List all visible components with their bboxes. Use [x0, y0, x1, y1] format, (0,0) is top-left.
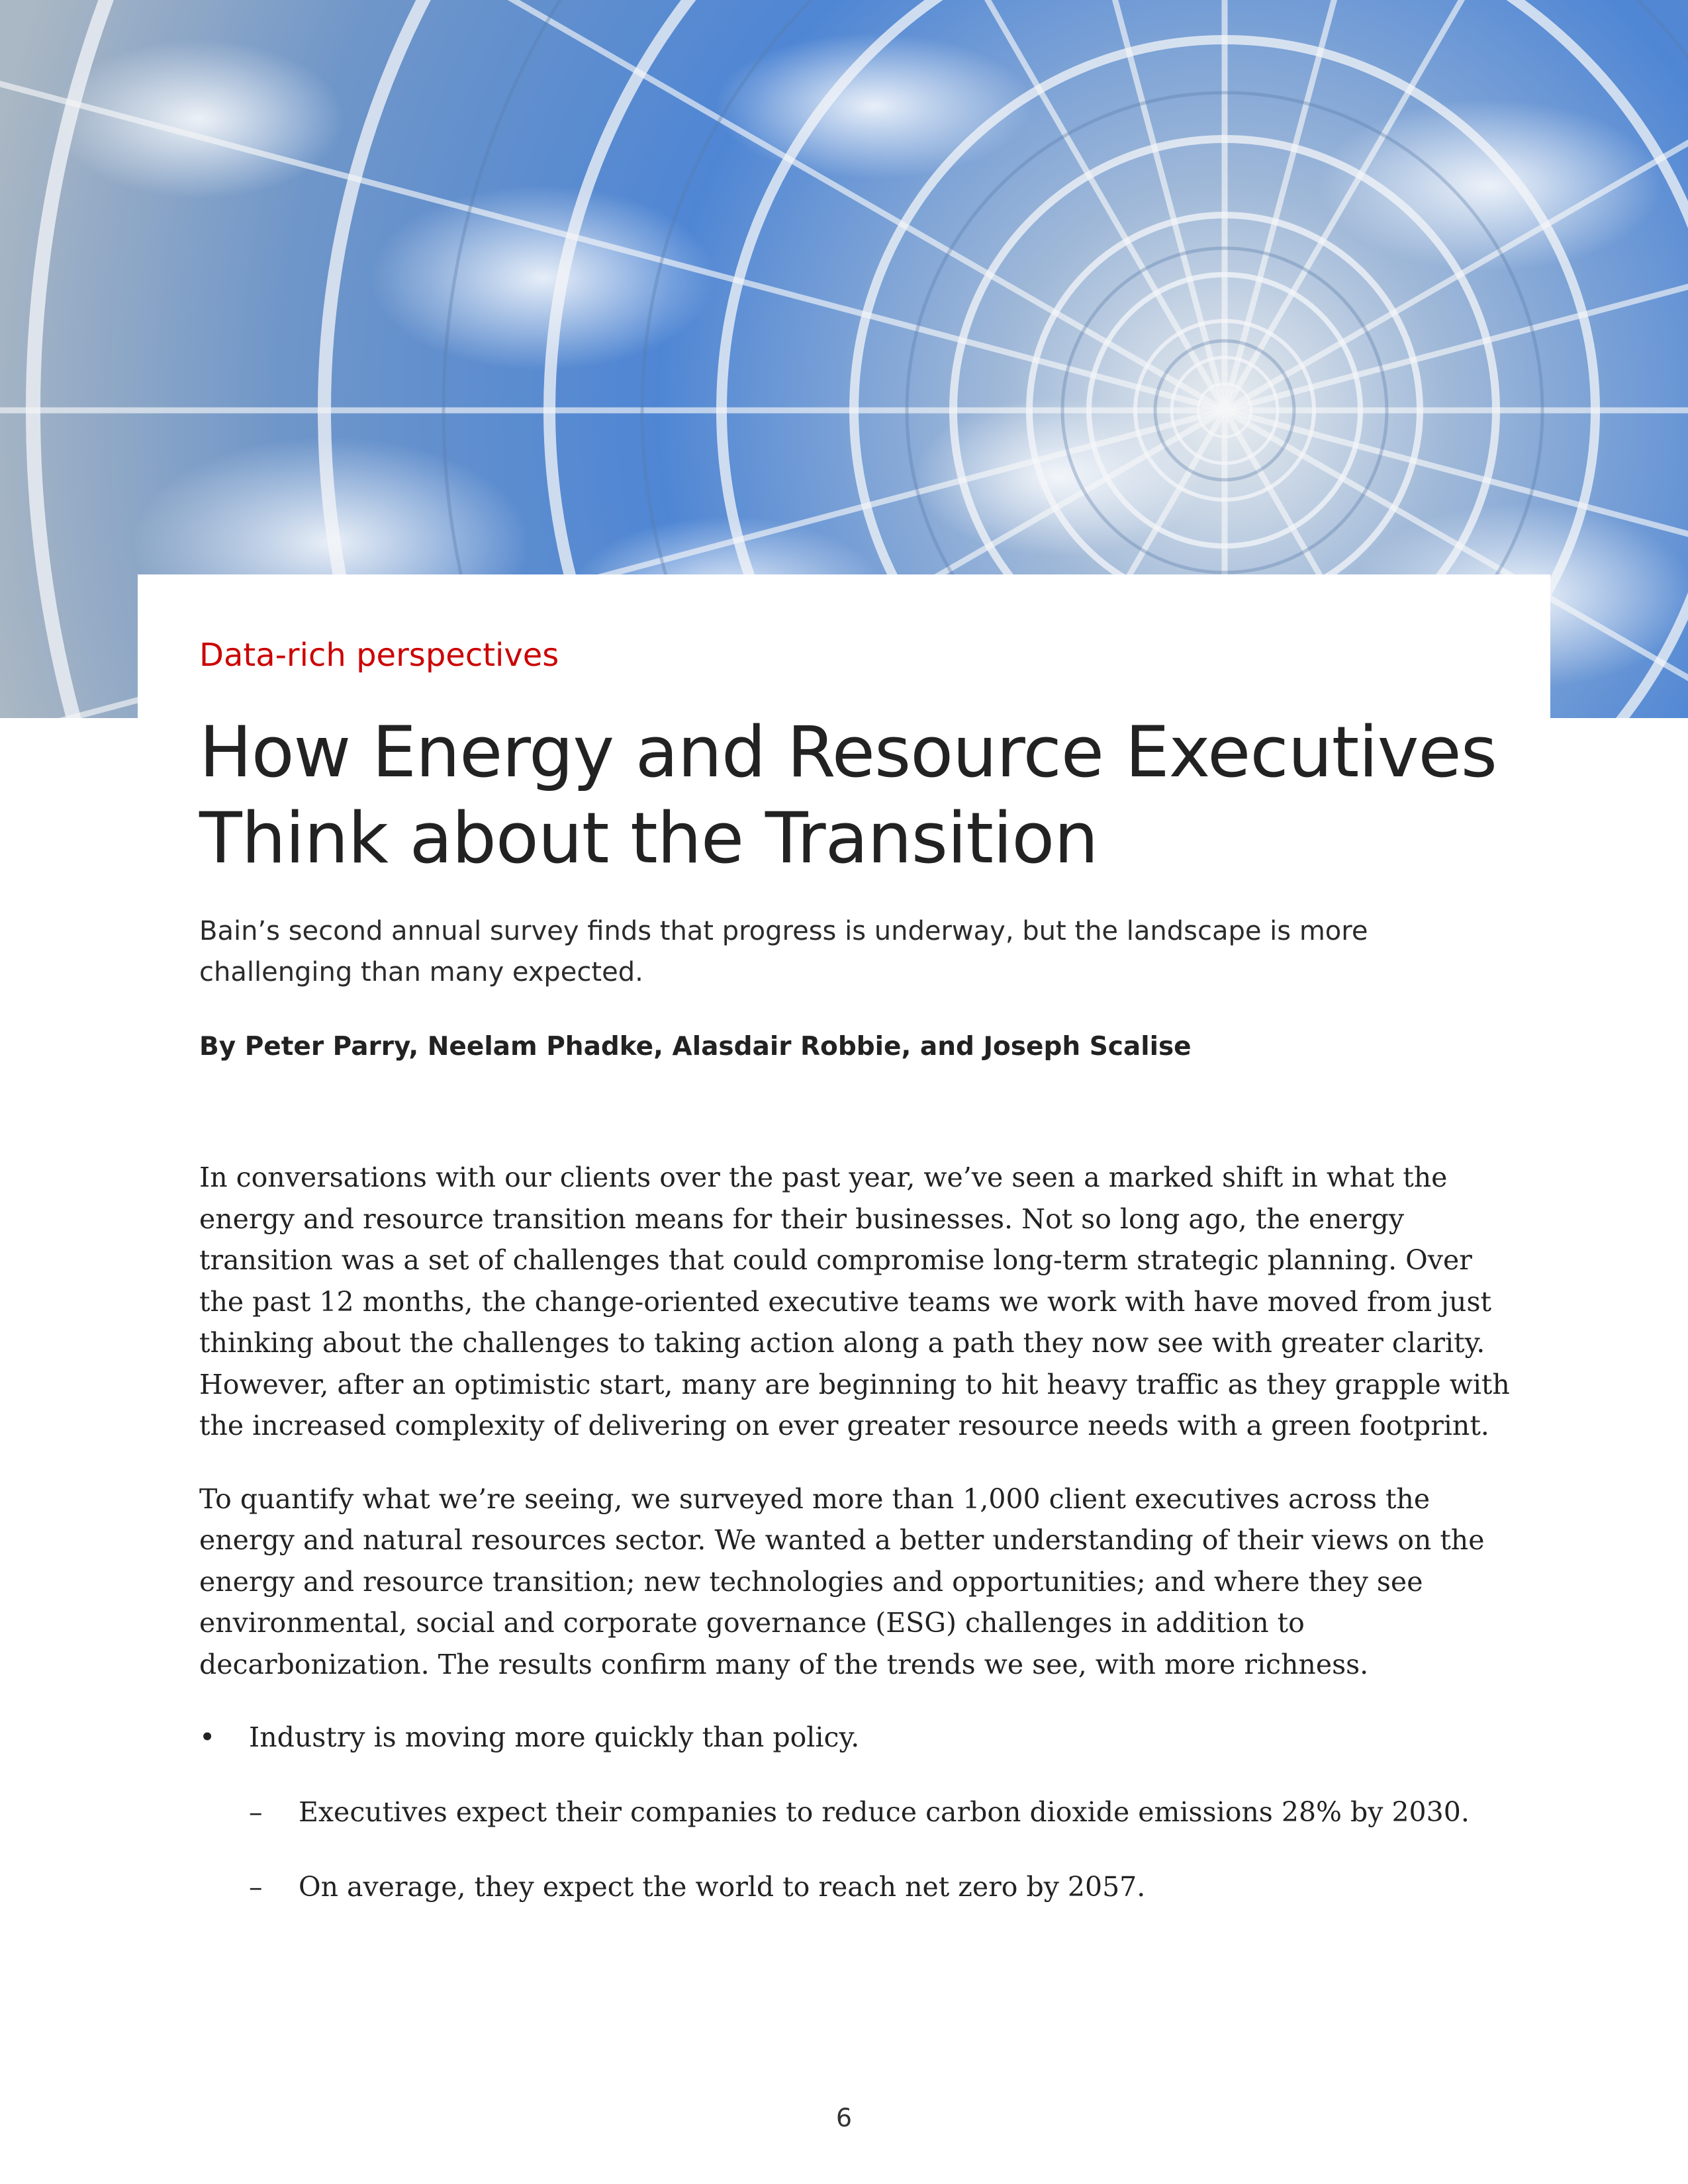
article-title: How Energy and Resource Executives Think about the Transition — [199, 711, 1497, 879]
bullet-list — [199, 1717, 1517, 1907]
page-number: 6 — [835, 2103, 853, 2132]
list-item-text: On average, they expect the world to reach net zero by 2057. — [299, 1871, 1146, 1903]
body-paragraph: In conversations with our clients over the past year, we’ve seen a marked shift in what the energy and resource transition means for their businesses. Not so long ago, the energy transition was a set of challenges that could compromise long-term strategic planning. Over the past 12 months, the change-oriented executive teams we work with have moved from just thinking about the challenges to taking action along a path they now see with greater clarity. However, after an optimistic start, many are beginning to hit heavy traffic as they grapple with the increased complexity of delivering on ever greater resource needs with a green footprint. — [199, 1161, 1510, 1441]
dash-marker: – — [249, 1796, 263, 1828]
article-body — [199, 1157, 1517, 1941]
article-dek: Bain’s second annual survey finds that progress is underway, but the landscape is more challenging than many expected. — [199, 916, 1368, 987]
section-kicker: Data-rich perspectives — [199, 637, 559, 674]
dash-marker: – — [249, 1871, 263, 1903]
list-item-text: Industry is moving more quickly than policy. — [249, 1721, 860, 1753]
bullet-marker: • — [199, 1721, 216, 1753]
body-paragraph: To quantify what we’re seeing, we surveyed more than 1,000 client executives across the energy and natural resources sector. We wanted a better understanding of their views on the energy and resource transition; new technologies and opportunities; and where they see environmental, social and corporate governance (ESG) challenges in addition to decarbonization. The results confirm many of the trends we see, with more richness. — [199, 1482, 1485, 1680]
list-item — [199, 1866, 1517, 1907]
article-byline: By Peter Parry, Neelam Phadke, Alasdair Robbie, and Joseph Scalise — [199, 1032, 1192, 1062]
list-item — [199, 1792, 1517, 1833]
list-item — [199, 1717, 1517, 1758]
list-item-text: Executives expect their companies to reduce carbon dioxide emissions 28% by 2030. — [299, 1796, 1470, 1828]
